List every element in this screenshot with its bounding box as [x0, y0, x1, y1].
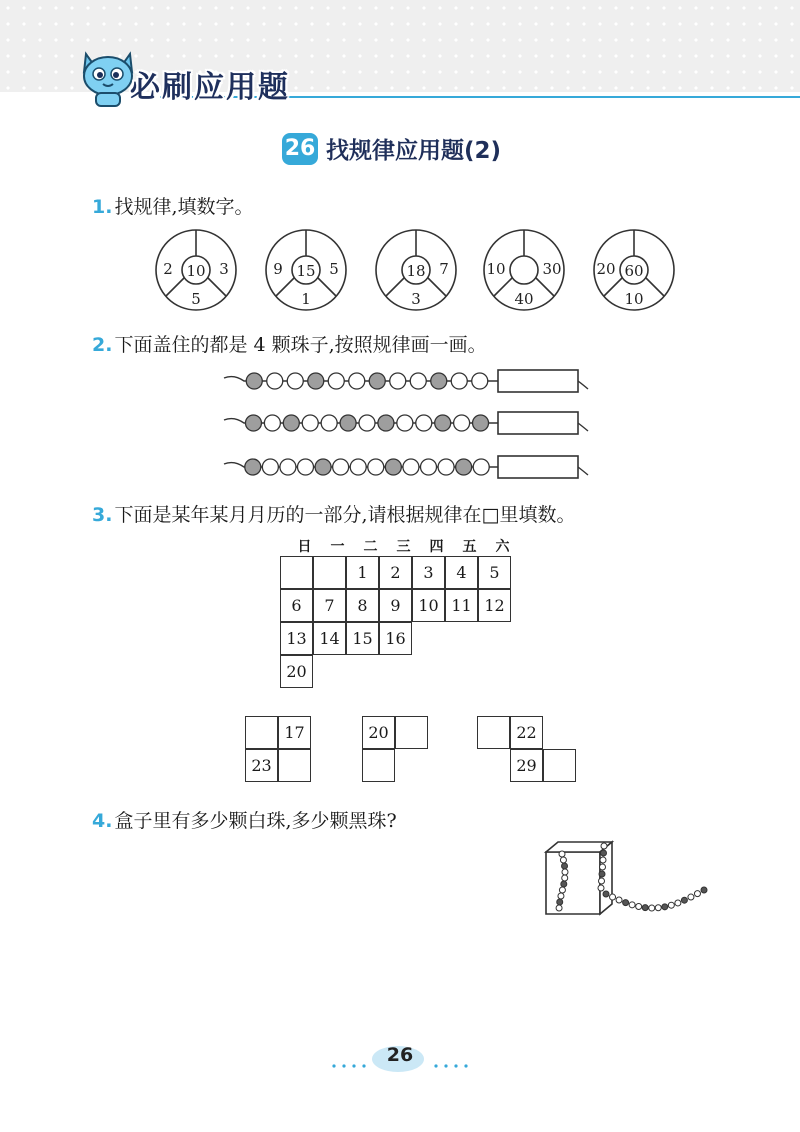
- white-bead: [655, 905, 661, 911]
- cover-box[interactable]: [498, 412, 578, 434]
- black-bead: [601, 850, 607, 856]
- calendar-cell: 15: [346, 622, 379, 655]
- calendar-cell: 2: [379, 556, 412, 589]
- piece-cell[interactable]: [543, 749, 576, 782]
- white-bead: [556, 905, 562, 911]
- gray-bead: [378, 415, 394, 431]
- white-bead: [610, 894, 616, 900]
- question-4: [92, 806, 397, 833]
- white-bead: [688, 894, 694, 900]
- white-bead: [262, 459, 278, 475]
- black-bead: [662, 904, 668, 910]
- gray-bead: [340, 415, 356, 431]
- piece-cell[interactable]: [395, 716, 428, 749]
- black-bead: [599, 871, 605, 877]
- white-bead: [599, 878, 605, 884]
- page-number: 26: [386, 1044, 414, 1066]
- gray-bead: [315, 459, 331, 475]
- wheel-left-value: 10: [486, 260, 506, 278]
- weekday-label: 二: [363, 539, 378, 555]
- piece-cell: 22: [510, 716, 543, 749]
- question-text: 找规律,填数字。: [114, 196, 254, 218]
- wheel-bottom-value: 10: [624, 290, 644, 308]
- calendar-cell: 10: [412, 589, 445, 622]
- white-bead: [562, 869, 568, 875]
- white-bead: [636, 904, 642, 910]
- white-bead: [298, 459, 314, 475]
- white-bead: [668, 902, 674, 908]
- lesson-heading: [282, 132, 501, 165]
- white-bead: [267, 373, 283, 389]
- white-bead: [403, 459, 419, 475]
- white-bead: [397, 415, 413, 431]
- weekday-label: 六: [495, 539, 510, 555]
- black-bead: [561, 881, 567, 887]
- white-bead: [421, 459, 437, 475]
- bead-string-3: [220, 450, 590, 484]
- calendar-cell: 8: [346, 589, 379, 622]
- wheel-left-value: 20: [596, 260, 616, 278]
- white-bead: [438, 459, 454, 475]
- white-bead: [321, 415, 337, 431]
- question-number: 1.: [92, 196, 113, 218]
- banner-title: 必刷应用题: [130, 70, 290, 105]
- black-bead: [681, 897, 687, 903]
- white-bead: [473, 459, 489, 475]
- wheel-right-value: 3: [219, 260, 229, 278]
- black-bead: [603, 891, 609, 897]
- calendar-cell: 1: [346, 556, 379, 589]
- white-bead: [287, 373, 303, 389]
- white-bead: [410, 373, 426, 389]
- piece-cell[interactable]: [477, 716, 510, 749]
- calendar-cell: 12: [478, 589, 511, 622]
- question-2: [92, 330, 487, 357]
- gray-bead: [435, 415, 451, 431]
- gray-bead: [283, 415, 299, 431]
- white-bead: [559, 887, 565, 893]
- black-bead: [562, 863, 568, 869]
- white-bead: [350, 459, 366, 475]
- white-bead: [616, 897, 622, 903]
- wheel-bottom-value: 5: [191, 290, 201, 308]
- piece-cell: 29: [510, 749, 543, 782]
- calendar-cell: 16: [379, 622, 412, 655]
- white-bead: [264, 415, 280, 431]
- white-bead: [629, 902, 635, 908]
- number-wheel: [154, 228, 238, 312]
- weekday-label: 三: [396, 539, 411, 555]
- number-wheel: [264, 228, 348, 312]
- gray-bead: [385, 459, 401, 475]
- black-bead: [623, 900, 629, 906]
- question-3: [92, 500, 575, 527]
- gray-bead: [308, 373, 324, 389]
- calendar-cell: 14: [313, 622, 346, 655]
- weekday-label: 一: [330, 539, 345, 555]
- white-bead: [562, 875, 568, 881]
- calendar-cell: 4: [445, 556, 478, 589]
- weekday-label: 四: [429, 539, 444, 555]
- question-number: 3.: [92, 504, 113, 526]
- gray-bead: [245, 459, 261, 475]
- calendar-cell: 3: [412, 556, 445, 589]
- white-bead: [600, 864, 606, 870]
- calendar-cell: [313, 556, 346, 589]
- weekday-label: 五: [462, 539, 477, 555]
- piece-cell: 17: [278, 716, 311, 749]
- gray-bead: [473, 415, 489, 431]
- question-number: 2.: [92, 334, 113, 356]
- bead-string-2: [220, 406, 590, 440]
- calendar-cell: 9: [379, 589, 412, 622]
- white-bead: [560, 857, 566, 863]
- gray-bead: [431, 373, 447, 389]
- wheel-bottom-value: 3: [411, 290, 421, 308]
- white-bead: [280, 459, 296, 475]
- box-front-face: [546, 852, 600, 914]
- white-bead: [390, 373, 406, 389]
- white-bead: [600, 857, 606, 863]
- cover-box[interactable]: [498, 456, 578, 478]
- white-bead: [302, 415, 318, 431]
- black-bead: [557, 899, 563, 905]
- white-bead: [598, 885, 604, 891]
- white-bead: [359, 415, 375, 431]
- question-text: 下面盖住的都是 4 颗珠子,按照规律画一画。: [114, 334, 487, 356]
- white-bead: [349, 373, 365, 389]
- calendar-cell: 13: [280, 622, 313, 655]
- white-bead: [472, 373, 488, 389]
- gray-bead: [369, 373, 385, 389]
- question-text: 盒子里有多少颗白珠,多少颗黑珠?: [114, 810, 397, 832]
- calendar-weekday-header: [288, 536, 519, 556]
- white-bead: [416, 415, 432, 431]
- calendar-cell: 7: [313, 589, 346, 622]
- lesson-title: 找规律应用题(2): [326, 138, 502, 164]
- calendar-cell: [280, 556, 313, 589]
- wheel-right-value: 5: [329, 260, 339, 278]
- white-bead: [675, 900, 681, 906]
- number-wheel: [374, 228, 458, 312]
- question-text: 下面是某年某月月历的一部分,请根据规律在□里填数。: [114, 504, 576, 526]
- calendar-cell: 20: [280, 655, 313, 688]
- box-with-bead-chain: [540, 838, 712, 930]
- gray-bead: [245, 415, 261, 431]
- white-bead: [601, 843, 607, 849]
- white-bead: [333, 459, 349, 475]
- wheel-center-value: 60: [624, 262, 644, 280]
- white-bead: [558, 893, 564, 899]
- piece-cell[interactable]: [245, 716, 278, 749]
- black-bead: [642, 905, 648, 911]
- black-bead: [701, 887, 707, 893]
- white-bead: [454, 415, 470, 431]
- weekday-label: 日: [297, 539, 312, 555]
- wheel-center-value: 15: [296, 262, 316, 280]
- wheel-right-value: 7: [439, 260, 449, 278]
- wheel-bottom-value: 40: [514, 290, 534, 308]
- calendar-cell: 5: [478, 556, 511, 589]
- piece-cell: 20: [362, 716, 395, 749]
- bead-string-1: [220, 364, 590, 398]
- piece-cell: 23: [245, 749, 278, 782]
- white-bead: [368, 459, 384, 475]
- wheel-center-value: 18: [406, 262, 426, 280]
- piece-cell[interactable]: [278, 749, 311, 782]
- white-bead: [451, 373, 467, 389]
- number-wheel: [592, 228, 676, 312]
- gray-bead: [456, 459, 472, 475]
- question-number: 4.: [92, 810, 113, 832]
- white-bead: [328, 373, 344, 389]
- wheel-bottom-value: 1: [301, 290, 311, 308]
- white-bead: [559, 851, 565, 857]
- calendar-cell: 6: [280, 589, 313, 622]
- wheel-left-value: 2: [163, 260, 173, 278]
- cover-box[interactable]: [498, 370, 578, 392]
- number-wheel: [482, 228, 566, 312]
- wheel-left-value: 9: [273, 260, 283, 278]
- wheel-center-value: 10: [186, 262, 206, 280]
- gray-bead: [246, 373, 262, 389]
- question-1: [92, 192, 254, 219]
- piece-cell[interactable]: [362, 749, 395, 782]
- white-bead: [649, 905, 655, 911]
- lesson-number-badge: 26: [282, 133, 318, 165]
- white-bead: [694, 891, 700, 897]
- calendar-cell: 11: [445, 589, 478, 622]
- wheel-right-value: 30: [542, 260, 562, 278]
